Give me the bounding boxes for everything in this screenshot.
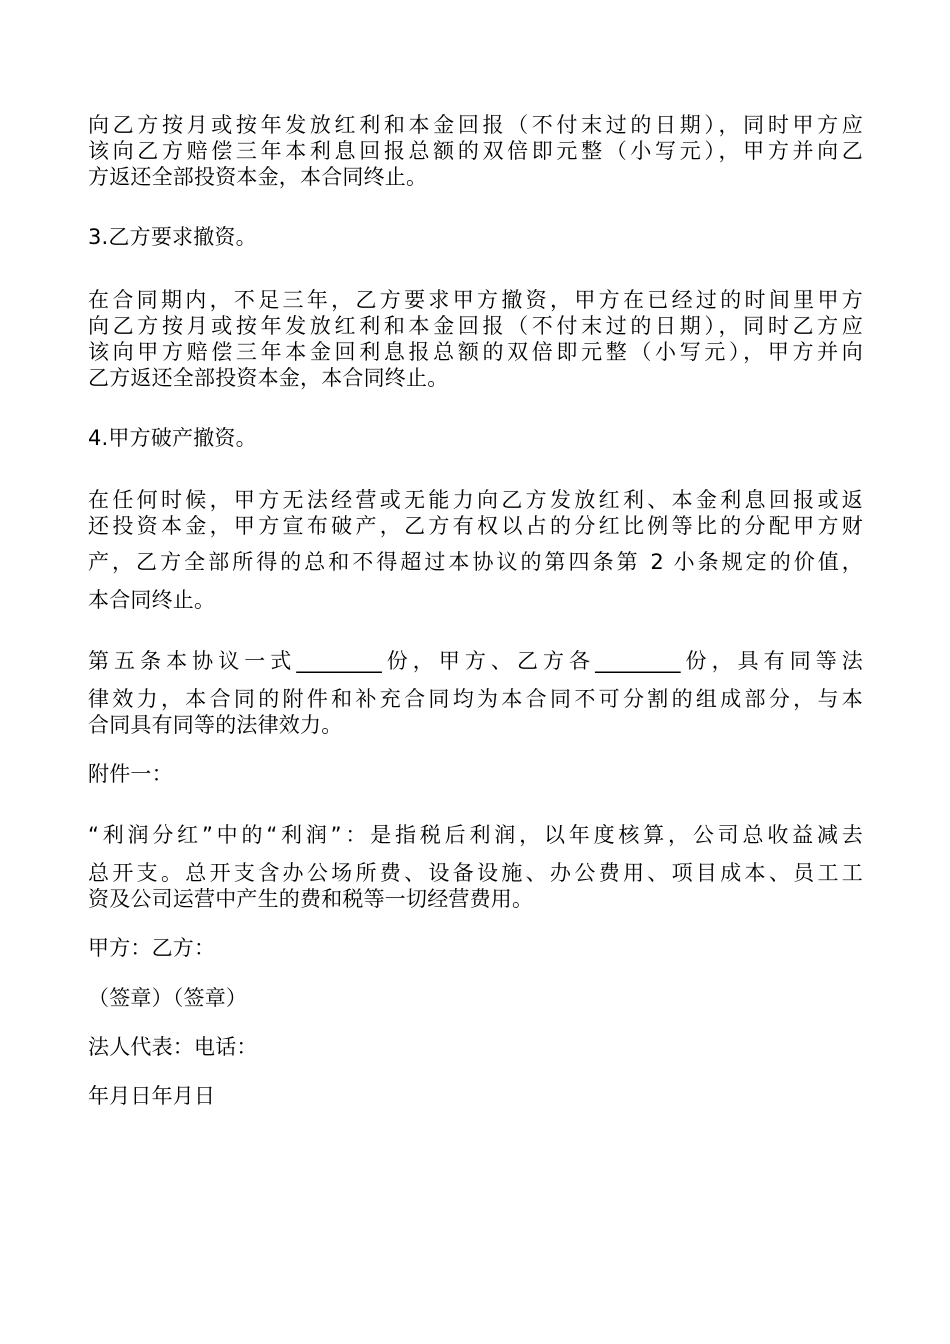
paragraph-line: 乙方返还全部投资本金，本合同终止。 <box>88 366 449 390</box>
article-5-line: 律效力，本合同的附件和补充合同均为本合同不可分割的组成部分，与本 <box>88 687 863 711</box>
paragraph-line: 该向乙方赔偿三年本利息回报总额的双倍即元整（小写元），甲方并向乙 <box>88 139 863 163</box>
paragraph-line: 在合同期内，不足三年，乙方要求甲方撤资，甲方在已经过的时间里甲方 <box>88 288 863 312</box>
signature-representative-phone: 法人代表：电话： <box>88 1035 258 1059</box>
annex-line: 资及公司运营中产生的费和税等一切经营费用。 <box>88 887 534 911</box>
signature-date: 年月日年月日 <box>88 1084 216 1108</box>
paragraph-line: 方返还全部投资本金，本合同终止。 <box>88 165 428 189</box>
article-5-line: 第五条本协议一式________份，甲方、乙方各________份，具有同等法 <box>88 649 863 673</box>
paragraph-line: 向乙方按月或按年发放红利和本金回报（不付末过的日期），同时甲方应 <box>88 113 863 137</box>
paragraph-line: 还投资本金，甲方宣布破产，乙方有权以占的分红比例等比的分配甲方财 <box>88 514 863 538</box>
paragraph-line: 产，乙方全部所得的总和不得超过本协议的第四条第 2 小条规定的价值， <box>88 550 863 574</box>
article-5-line: 合同具有同等的法律效力。 <box>88 713 343 737</box>
paragraph-line: 向乙方按月或按年发放红利和本金回报（不付末过的日期），同时乙方应 <box>88 314 863 338</box>
paragraph-line: 本合同终止。 <box>88 588 216 612</box>
signature-seal: （签章）（签章） <box>88 986 248 1010</box>
section-heading-4: 4.甲方破产撤资。 <box>88 426 257 450</box>
signature-parties: 甲方：乙方： <box>88 936 216 960</box>
annex-title: 附件一： <box>88 762 173 786</box>
annex-line: 总开支。总开支含办公场所费、设备设施、办公费用、项目成本、员工工 <box>88 861 863 885</box>
paragraph-line: 该向甲方赔偿三年本金回利息报总额的双倍即元整（小写元），甲方并向 <box>88 340 863 364</box>
paragraph-line: 在任何时候，甲方无法经营或无能力向乙方发放红利、本金利息回报或返 <box>88 488 863 512</box>
annex-line: “利润分红”中的“利润”：是指税后利润，以年度核算，公司总收益减去 <box>88 823 863 847</box>
section-heading-3: 3.乙方要求撤资。 <box>88 225 257 249</box>
